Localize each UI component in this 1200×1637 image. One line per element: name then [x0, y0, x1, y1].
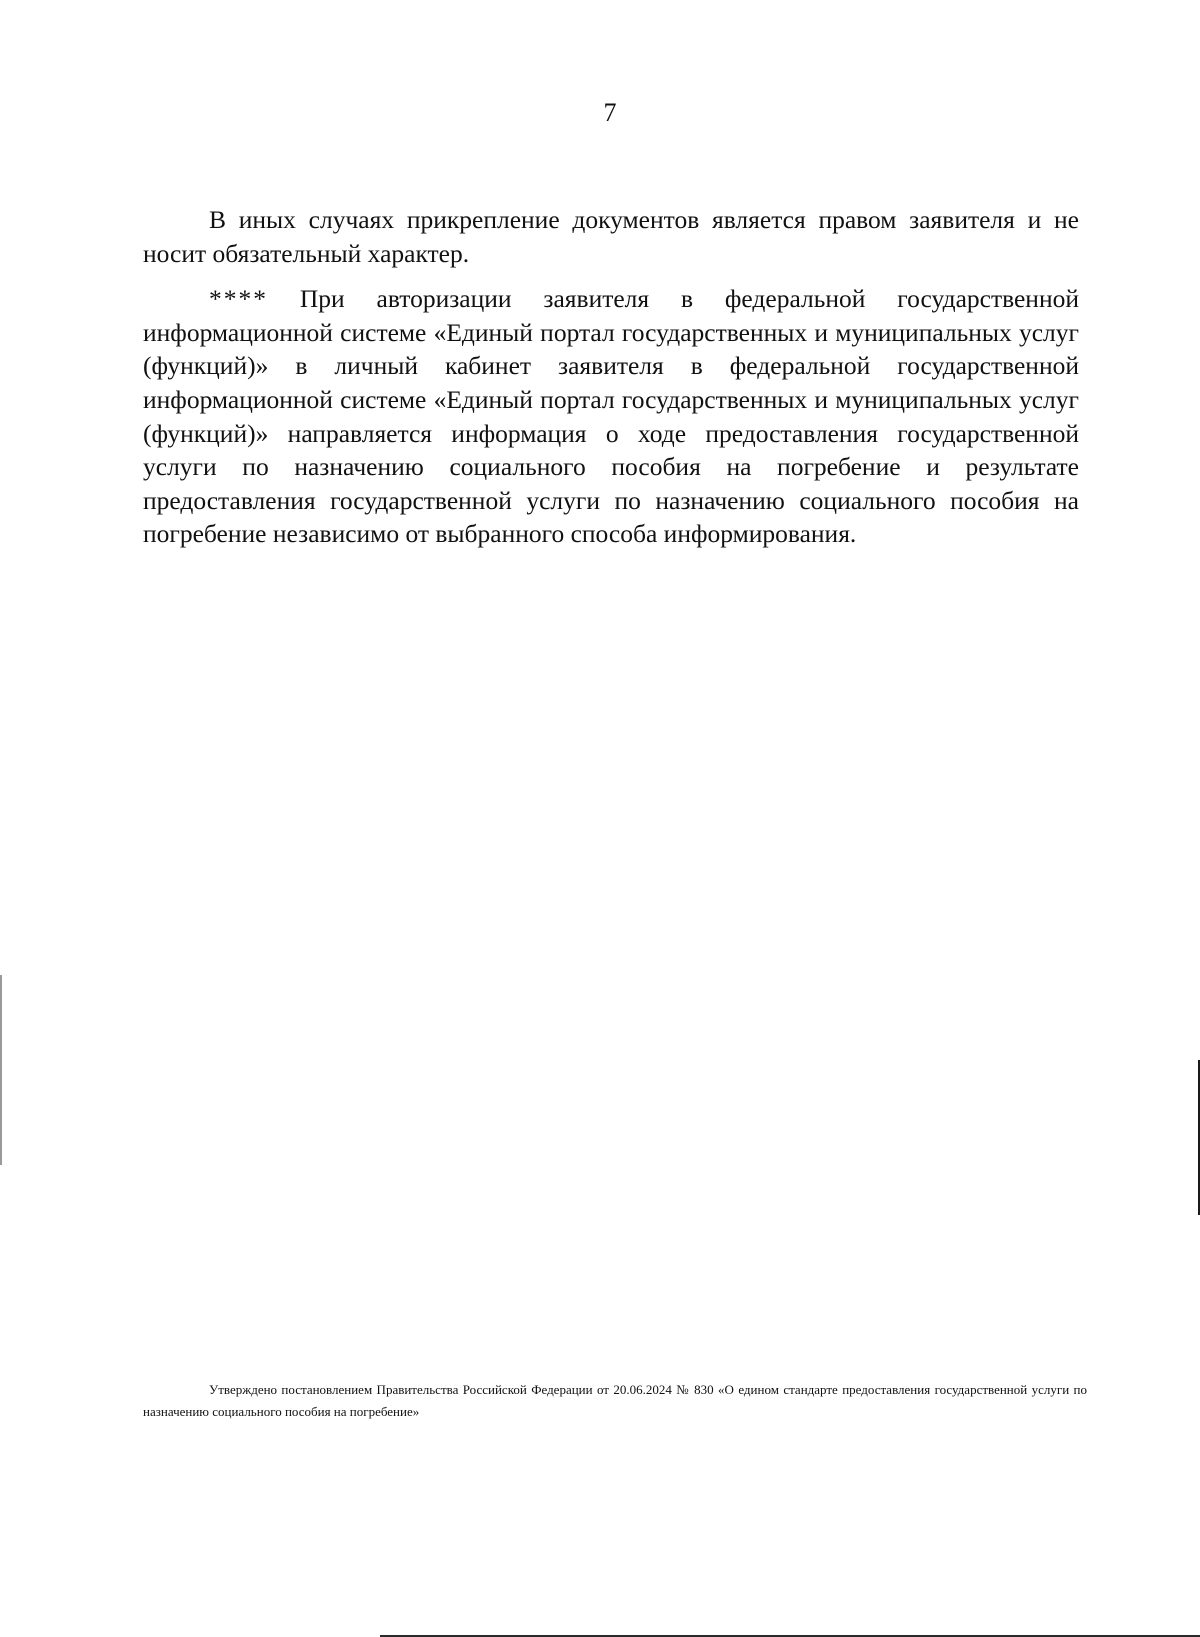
page-number: 7 — [603, 98, 617, 127]
paragraph-text: В иных случаях прикрепление документов является правом заявителя и не носит обязательный характер. — [143, 205, 1079, 268]
approval-footnote: Утверждено постановлением Правительства Российской Федерации от 20.06.2024 № 830 «О едином стандарте предоставления государственной услуги по назначению социального пособия на погребение» — [143, 1382, 1087, 1419]
paragraph-attachment-right — [143, 203, 1079, 270]
paragraph-text: При авторизации заявителя в федеральной государственной информационной системе «Единый портал государственных и муниципальных услуг (функций)» в личный кабинет заявителя в федеральной государственной информационной системе «Единый портал государственных и муниципальных услуг (функций)» направляется информация о ходе предоставления государственной услуги по назначению социального пособия на погребение и результате предоставления государственной услуги по назначению социального пособия на погребение независимо от выбранного способа информирования. — [143, 284, 1079, 549]
scan-edge-left — [0, 975, 2, 1165]
document-body — [143, 203, 1079, 551]
footnote-marker: **** — [209, 284, 268, 314]
paragraph-epgu-notification — [143, 282, 1079, 551]
